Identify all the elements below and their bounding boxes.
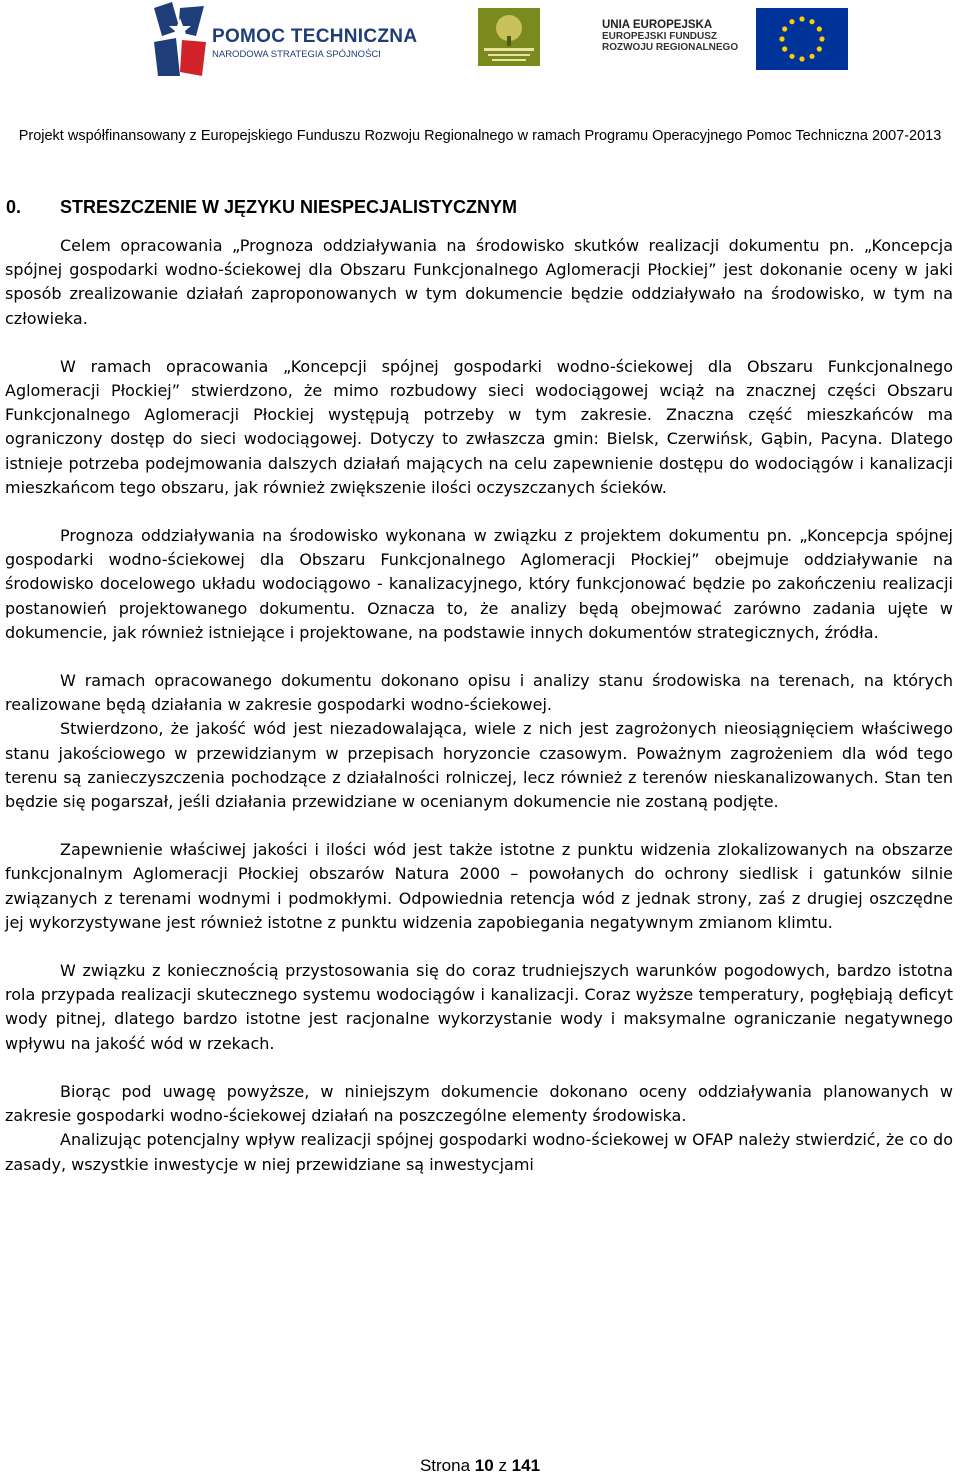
paragraph: Analizując potencjalny wpływ realizacji spójnej gospodarki wodno-ściekowej w OFAP należy stwierdzić, że co do zasady, wszystkie inwestycje w niej przewidziane są inwestycjami <box>5 1130 953 1174</box>
page-label: Strona <box>419 1456 471 1475</box>
eu-logo-text <box>602 20 738 53</box>
logo-title: POMOC TECHNICZNA <box>212 26 418 47</box>
header-logos <box>0 0 960 80</box>
pomoc-techniczna-emblem-icon <box>150 2 210 78</box>
tree-emblem-icon <box>478 8 540 66</box>
paragraph: Celem opracowania „Prognoza oddziaływania na środowisko skutków realizacji dokumentu pn. „Koncepcja spójnej gospodarki wodno-ściekowej dla Obszaru Funkcjonalnego Aglomeracji Płockiej” jest dokonanie oceny w jaki sposób zrealizowanie działań zaproponowanych w tym dokumencie będzie oddziaływało na środowisko, w tym na człowieka. <box>5 236 953 328</box>
total-pages: 141 <box>511 1456 541 1475</box>
eu-logo-line3: ROZWOJU REGIONALNEGO <box>602 42 739 53</box>
section-title: STRESZCZENIE W JĘZYKU NIESPECJALISTYCZNYM <box>60 197 518 217</box>
section-number: 0. <box>6 197 22 217</box>
paragraph: W ramach opracowania „Koncepcji spójnej gospodarki wodno-ściekowej dla Obszaru Funkcjonalnego Aglomeracji Płockiej” stwierdzono, że mimo rozbudowy sieci wodociągowej wciąż na znacznej części Obszaru Funkcjonalnego Aglomeracji Płockiej występują potrzeby w tym zakresie. Znaczna część mieszkańców ma ograniczony dostęp do sieci wodociągowej. Dotyczy to zwłaszcza gmin: Bielsk, Czerwińsk, Gąbin, Pacyna. Dlatego istnieje potrzeba podejmowania dalszych działań mających na celu zapewnienie dostępu do wodociągów i kanalizacji mieszkańcom tego obszaru, jak również zwiększenie ilości oczyszczanych ścieków. <box>5 356 953 497</box>
page-footer <box>0 1456 960 1476</box>
eu-flag-icon <box>756 8 848 70</box>
project-cofinancing-note: Projekt współfinansowany z Europejskiego Funduszu Rozwoju Regionalnego w ramach Programu Operacyjnego Pomoc Techniczna 2007-2013 <box>18 128 942 144</box>
logo-subtitle: NARODOWA STRATEGIA SPÓJNOŚCI <box>212 49 381 60</box>
paragraph: Stwierdzono, że jakość wód jest niezadowalająca, wiele z nich jest zagrożonych nieosiągnięciem właściwego stanu jakościowego w przewidzianym w przepisach horyzoncie czasowym. Poważnym zagrożeniem dla wód tego terenu są zanieczyszczenia pochodzące z działalności rolniczej, lecz również z terenów nieskanalizowanych. Stan ten będzie się pogarszał, jeśli działania przewidziane w ocenianym dokumencie nie zostaną podjęte. <box>5 719 953 812</box>
eu-logo <box>600 6 850 70</box>
section-heading <box>6 197 517 218</box>
zwiazek-gmin-logo <box>478 8 540 66</box>
document-body <box>5 234 953 1177</box>
eu-logo-line2: EUROPEJSKI FUNDUSZ <box>602 31 718 42</box>
page-separator: z <box>498 1456 507 1475</box>
pomoc-techniczna-logo <box>150 2 420 78</box>
current-page-number: 10 <box>474 1456 494 1475</box>
paragraph: Prognoza oddziaływania na środowisko wykonana w związku z projektem dokumentu pn. „Koncepcja spójnej gospodarki wodno-ściekowej dla Obszaru Funkcjonalnego Aglomeracji Płockiej” obejmuje oddziaływanie na środowisko docelowego układu wodociągowo - kanalizacyjnego, który funkcjonować będzie po zakończeniu realizacji postanowień projektowanego dokumentu. Oznacza to, że analizy będą obejmować zarówno zadania ujęte w dokumencie, jak również istniejące i projektowane, na podstawie innych dokumentów strategicznych, źródła. <box>5 526 953 642</box>
paragraph: W związku z koniecznością przystosowania się do coraz trudniejszych warunków pogodowych, bardzo istotna rola przypada realizacji skutecznego systemu wodociągów i kanalizacji. Coraz wyższe temperatury, pogłębiają deficyt wody pitnej, dlatego bardzo istotne jest racjonalne wykorzystanie wody i maksymalne ograniczanie negatywnego wpływu na jakość wód w rzekach. <box>5 961 953 1053</box>
eu-logo-line1: UNIA EUROPEJSKA <box>602 19 713 31</box>
paragraph: Biorąc pod uwagę powyższe, w niniejszym dokumencie dokonano oceny oddziaływania planowanych w zakresie gospodarki wodno-ściekowej działań na poszczególne elementy środowiska. <box>5 1081 953 1126</box>
paragraph: Zapewnienie właściwej jakości i ilości wód jest także istotne z punktu widzenia zlokalizowanych na obszarze funkcjonalnym Aglomeracji Płockiej obszarów Natura 2000 – powołanych do ochrony siedlisk i gatunków silnie związanych z terenami wodnymi i podmokłymi. Odpowiednia retencja wód z jednak strony, zaś z drugiej oszczędne jej wykorzystywane jest również istotne z punktu widzenia zapobiegania negatywnym zmianom klimtu. <box>5 840 953 932</box>
paragraph: W ramach opracowanego dokumentu dokonano opisu i analizy stanu środowiska na terenach, na których realizowane będą działania w zakresie gospodarki wodno-ściekowej. <box>5 671 953 715</box>
